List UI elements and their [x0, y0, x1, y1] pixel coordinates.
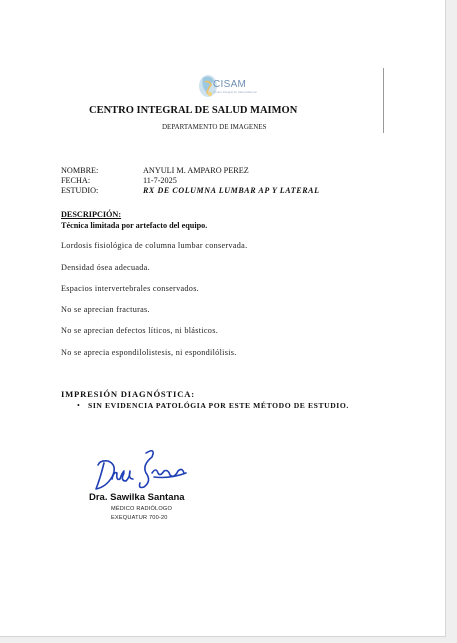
- signer-name: Dra. Sawilka Santana: [89, 492, 185, 503]
- organization-title: CENTRO INTEGRAL DE SALUD MAIMON: [89, 105, 298, 116]
- logo-subtext: Centro Integral de Salud Maimon: [213, 90, 258, 94]
- name-label: NOMBRE:: [61, 166, 99, 175]
- finding-item: No se aprecian fracturas.: [61, 305, 150, 314]
- description-title: DESCRIPCIÓN:: [61, 210, 122, 219]
- finding-item: Lordosis fisiológica de columna lumbar conservada.: [61, 241, 248, 250]
- signer-exequatur: EXEQUATUR 700-20: [111, 515, 168, 521]
- bullet-icon: •: [77, 401, 80, 410]
- technique-note: Técnica limitada por artefacto del equipo.: [61, 221, 208, 230]
- impression-title: IMPRESIÓN DIAGNÓSTICA:: [61, 389, 195, 399]
- impression-item: SIN EVIDENCIA PATOLÓGIA POR ESTE MÉTODO DE ESTUDIO.: [88, 401, 349, 410]
- logo-text: CISAM: [213, 79, 247, 90]
- exam-date: 11-7-2025: [143, 176, 177, 185]
- vertical-scrollbar[interactable]: [445, 0, 457, 643]
- department-title: DEPARTAMENTO DE IMAGENES: [162, 123, 267, 131]
- horizontal-scrollbar[interactable]: [0, 636, 446, 643]
- finding-item: Espacios intervertebrales conservados.: [61, 284, 200, 293]
- finding-item: No se aprecian defectos líticos, ni blásticos.: [61, 326, 219, 335]
- patient-name: ANYULI M. AMPARO PEREZ: [143, 166, 249, 175]
- study-name: RX DE COLUMNA LUMBAR AP Y LATERAL: [143, 186, 320, 195]
- date-label: FECHA:: [61, 176, 91, 185]
- handwritten-signature: [90, 443, 192, 495]
- finding-item: No se aprecia espondilolistesis, ni espondilólisis.: [61, 348, 237, 357]
- header-vertical-rule: [383, 68, 384, 133]
- study-label: ESTUDIO:: [61, 186, 99, 195]
- signer-role: MÉDICO RADIÓLOGO: [111, 506, 173, 512]
- finding-item: Densidad ósea adecuada.: [61, 263, 150, 272]
